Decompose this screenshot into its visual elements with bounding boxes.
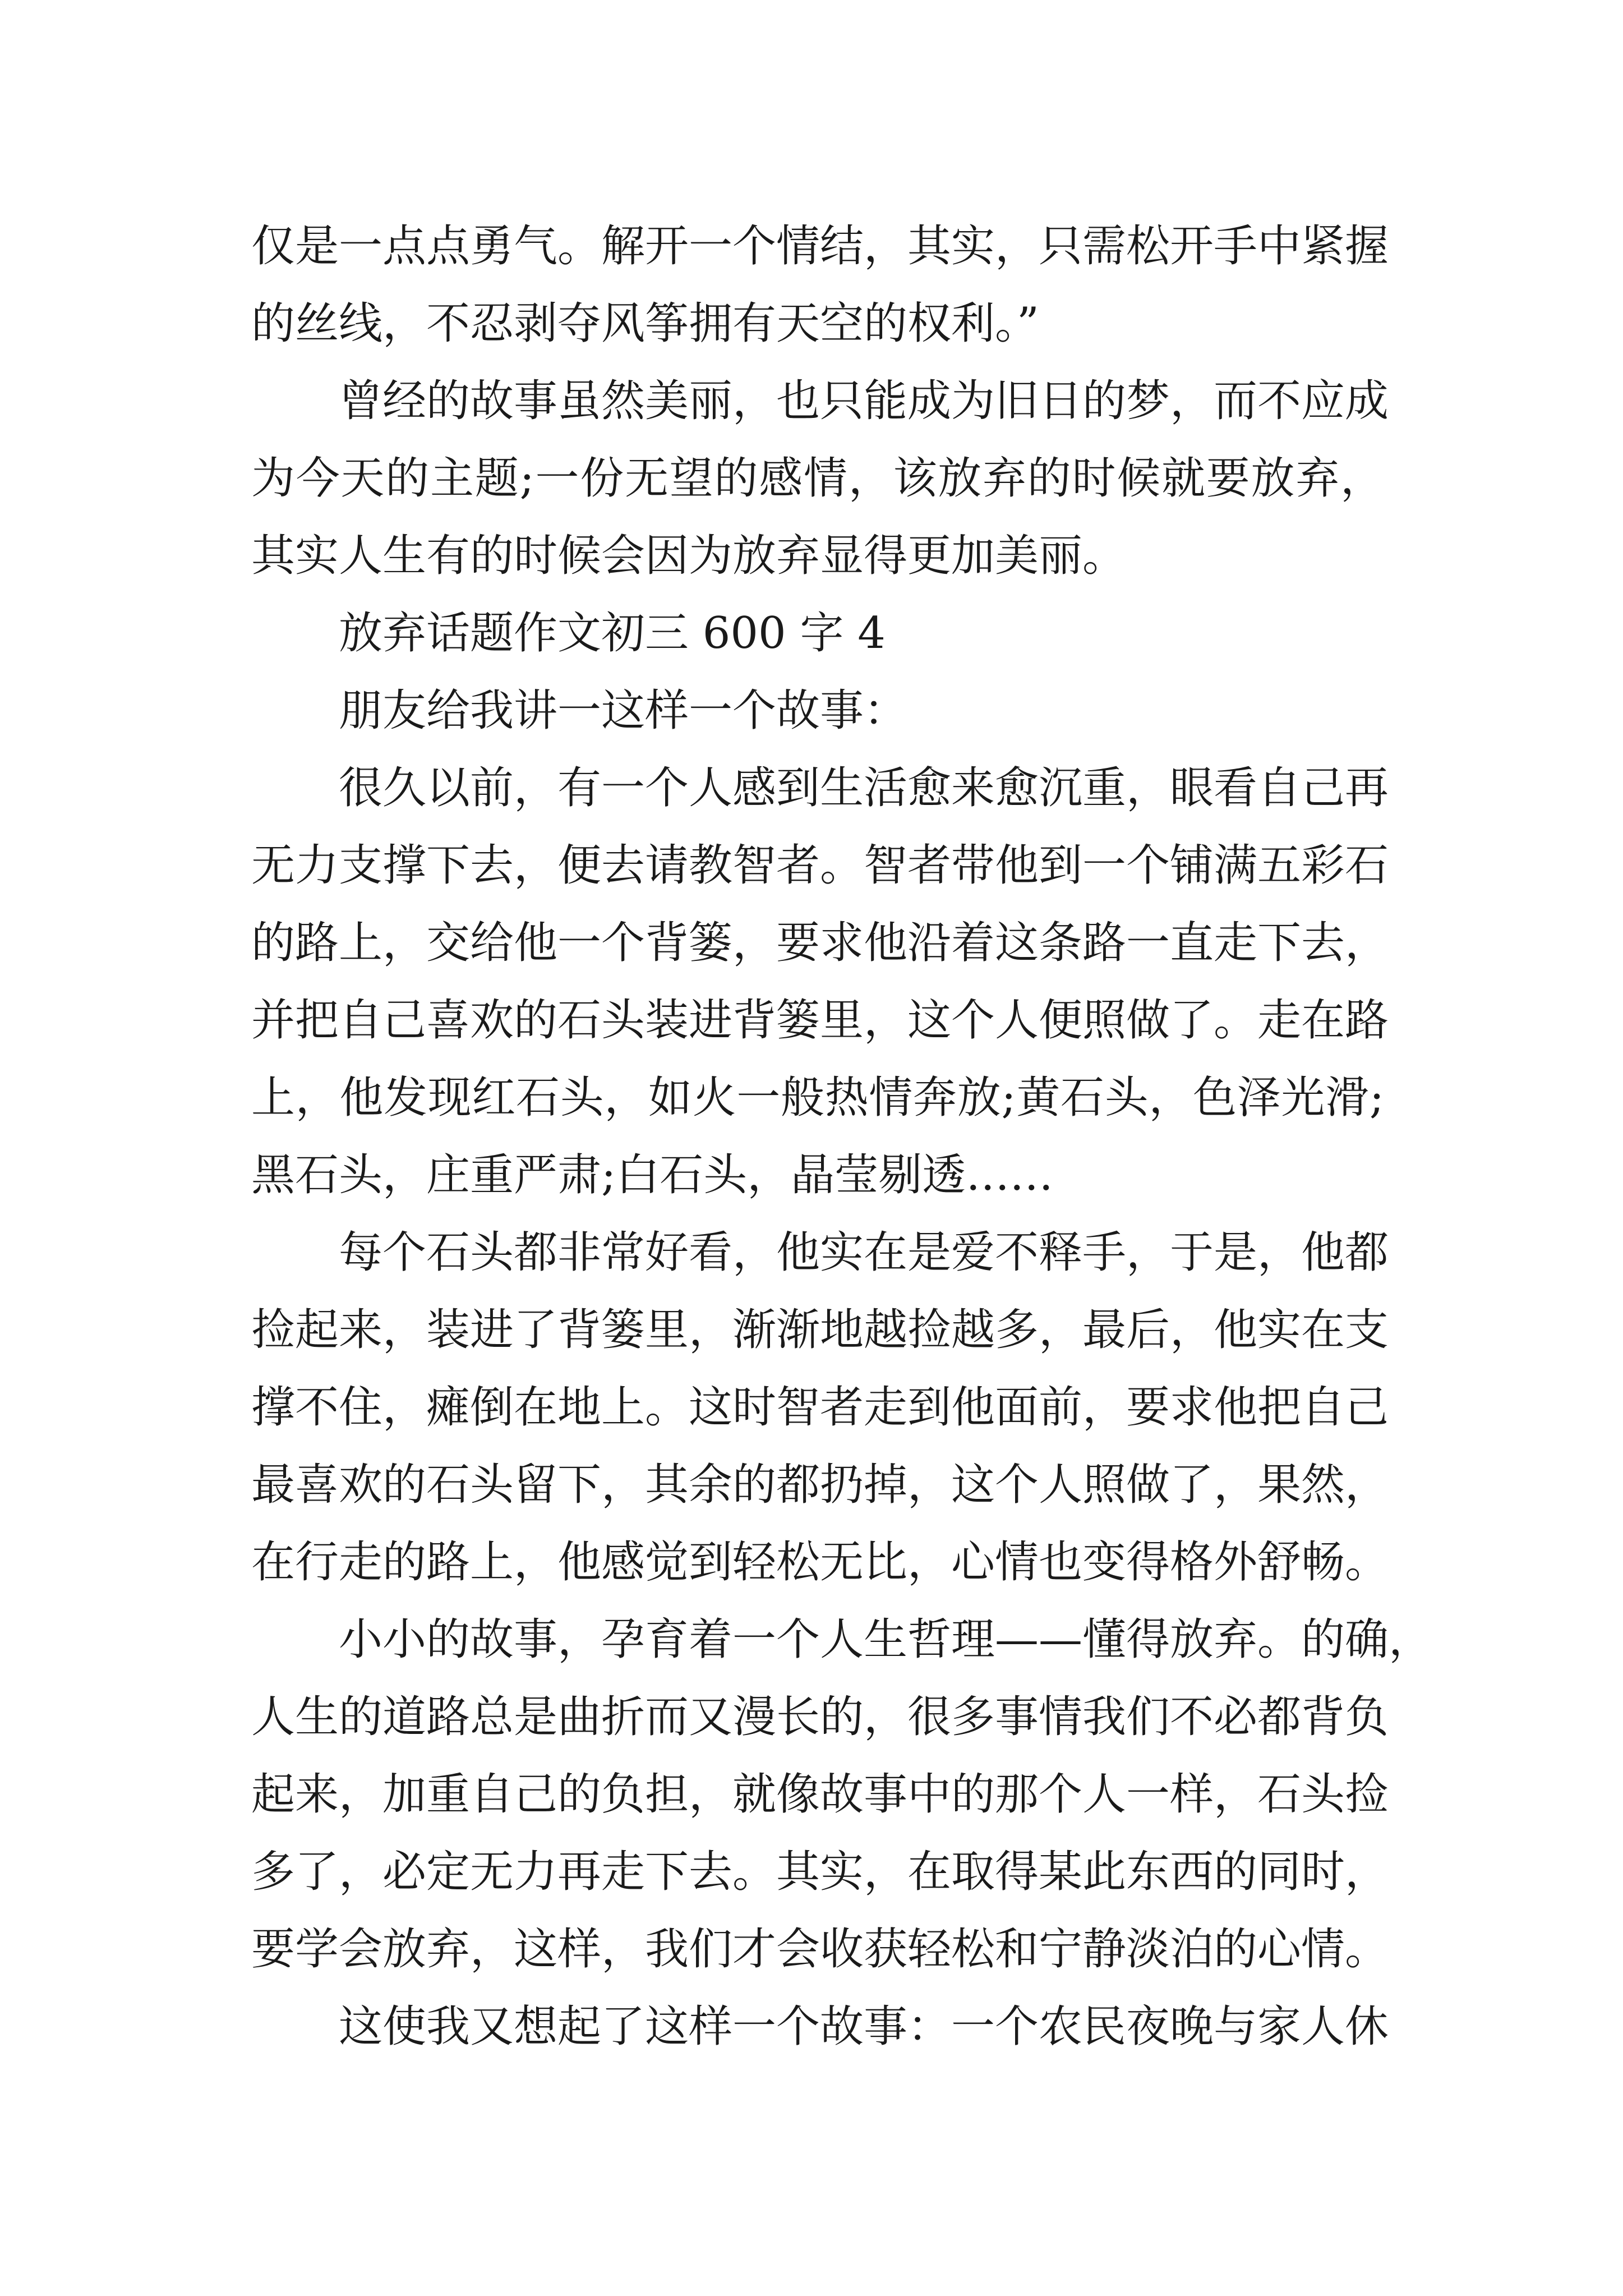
- text-line: 捡起来，装进了背篓里，渐渐地越捡越多，最后，他实在支: [251, 1305, 1389, 1355]
- text-line: 并把自己喜欢的石头装进背篓里，这个人便照做了。走在路: [251, 995, 1389, 1046]
- text-line: 要学会放弃，这样，我们才会收获轻松和宁静淡泊的心情。: [251, 1924, 1389, 1975]
- text-line: 其实人生有的时候会因为放弃显得更加美丽。: [251, 531, 1127, 581]
- text-line: 撑不住，瘫倒在地上。这时智者走到他面前，要求他把自己: [251, 1382, 1389, 1433]
- text-line: 在行走的路上，他感觉到轻松无比，心情也变得格外舒畅。: [251, 1537, 1389, 1588]
- text-line: 仅是一点点勇气。解开一个情结，其实，只需松开手中紧握: [251, 221, 1389, 272]
- text-line: 最喜欢的石头留下，其余的都扔掉，这个人照做了，果然，: [251, 1460, 1389, 1510]
- paragraph-first-line: 曾经的故事虽然美丽，也只能成为旧日的梦，而不应成: [339, 376, 1389, 426]
- text-line: 人生的道路总是曲折而又漫长的，很多事情我们不必都背负: [251, 1692, 1389, 1742]
- paragraph-first-line: 朋友给我讲一这样一个故事：: [339, 685, 908, 736]
- text-line: 的丝线，不忍剥夺风筝拥有天空的权利。”: [251, 298, 1039, 349]
- text-line: 起来，加重自己的负担，就像故事中的那个人一样，石头捡: [251, 1769, 1389, 1820]
- text-line: 上，他发现红石头，如火一般热情奔放;黄石头，色泽光滑;: [251, 1073, 1384, 1123]
- paragraph-first-line: 每个石头都非常好看，他实在是爱不释手，于是，他都: [339, 1227, 1389, 1278]
- text-line: 无力支撑下去，便去请教智者。智者带他到一个铺满五彩石: [251, 840, 1389, 891]
- paragraph-first-line: 放弃话题作文初三 600 字 4: [339, 608, 886, 659]
- paragraph-first-line: 这使我又想起了这样一个故事：一个农民夜晚与家人休: [339, 2001, 1389, 2052]
- text-line: 为今天的主题;一份无望的感情，该放弃的时候就要放弃，: [251, 453, 1384, 504]
- text-line: 的路上，交给他一个背篓，要求他沿着这条路一直走下去，: [251, 918, 1389, 968]
- paragraph-first-line: 很久以前，有一个人感到生活愈来愈沉重，眼看自己再: [339, 763, 1389, 813]
- text-line: 多了，必定无力再走下去。其实，在取得某此东西的同时，: [251, 1847, 1389, 1897]
- paragraph-first-line: 小小的故事，孕育着一个人生哲理——懂得放弃。的确，: [339, 1614, 1433, 1665]
- document-body: [251, 208, 1433, 2065]
- text-line: 黑石头，庄重严肃;白石头，晶莹剔透……: [251, 1150, 1054, 1200]
